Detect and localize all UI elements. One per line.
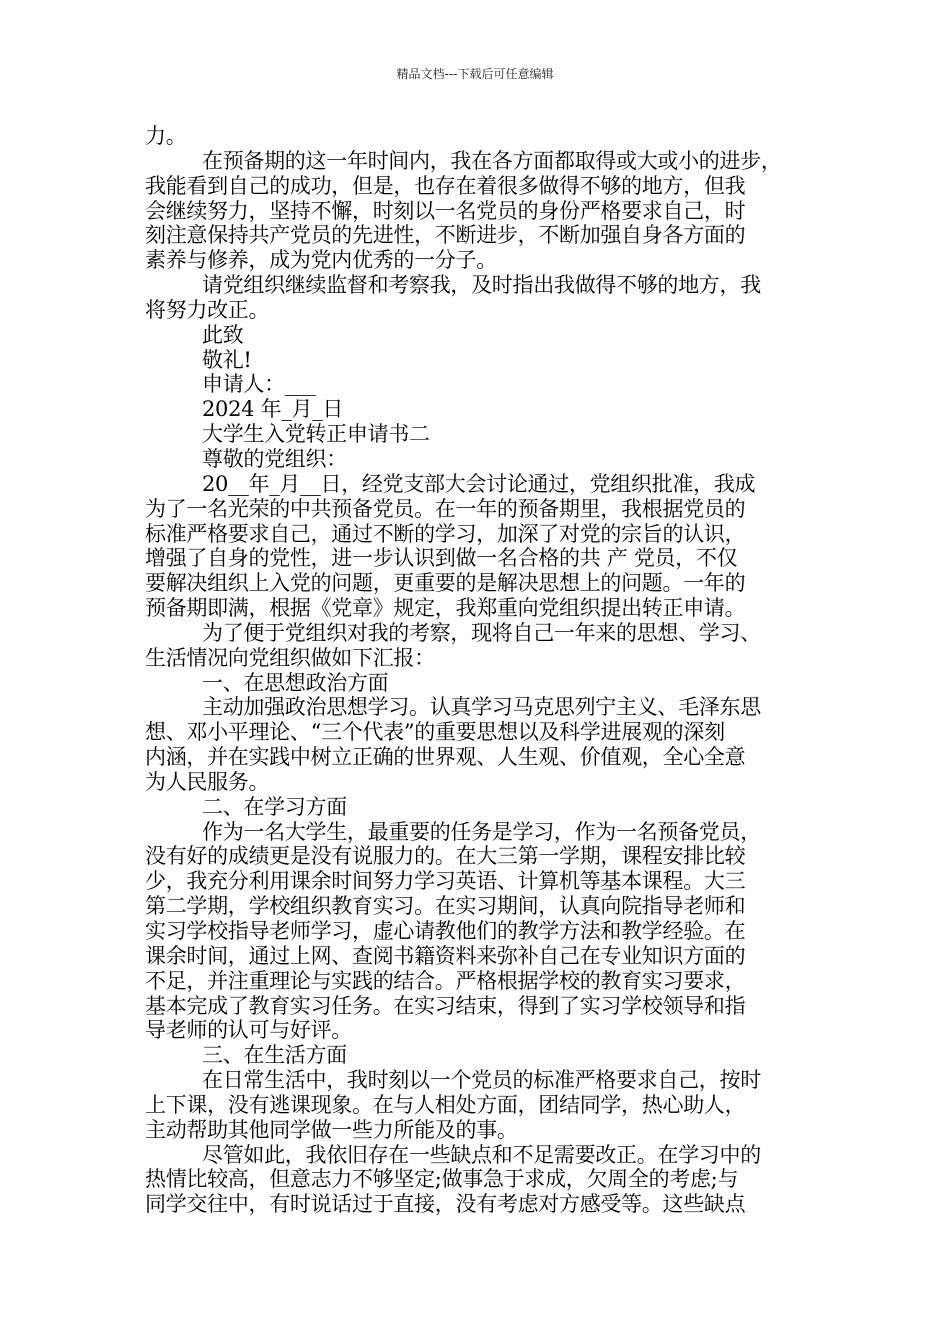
text-line: 不足，并注重理论与实践的结合。严格根据学校的教育实习要求， (145, 968, 746, 993)
text-line: 上下课，没有逃课现象。在与人相处方面，团结同学，热心助人， (145, 1092, 746, 1117)
text-line: 此致 (202, 322, 244, 347)
document-body (145, 124, 810, 1217)
text-line: 第二学期，学校组织教育实习。在实习期间，认真向院指导老师和 (145, 894, 746, 919)
text-line: 一、在思想政治方面 (202, 670, 389, 695)
text-line: 尊敬的党组织： (202, 446, 347, 471)
text-line: 20__年_月__日，经党支部大会讨论通过，党组织批准，我成 (202, 471, 756, 496)
text-line: 实习学校指导老师学习，虚心请教他们的教学方法和教学经验。在 (145, 919, 746, 943)
text-line: 请党组织继续监督和考察我，及时指出我做得不够的地方，我 (202, 273, 761, 298)
text-line: 为人民服务。 (145, 769, 270, 794)
text-line: 力。 (145, 124, 187, 148)
text-line: 刻注意保持共产党员的先进性，不断进步，不断加强自身各方面的 (145, 223, 746, 248)
text-line: 热情比较高，但意志力不够坚定;做事急于求成，欠周全的考虑;与 (145, 1167, 739, 1192)
text-line: 基本完成了教育实习任务。在实习结束，得到了实习学校领导和指 (145, 993, 746, 1018)
text-line: 作为一名大学生，最重要的任务是学习，作为一名预备党员， (202, 819, 761, 844)
text-line: 三、在生活方面 (202, 1043, 347, 1068)
text-line: 为了便于党组织对我的考察，现将自己一年来的思想、学习、 (202, 620, 761, 645)
text-line: 将努力改正。 (145, 297, 270, 322)
text-line: 课余时间，通过上网、查阅书籍资料来弥补自己在专业知识方面的 (145, 943, 746, 968)
text-line: 标准严格要求自己，通过不断的学习，加深了对党的宗旨的认识， (145, 521, 746, 546)
text-line: 同学交往中，有时说话过于直接，没有考虑对方感受等。这些缺点 (145, 1192, 746, 1217)
text-line: 少，我充分利用课余时间努力学习英语、计算机等基本课程。大三 (145, 869, 746, 894)
text-line: 主动加强政治思想学习。认真学习马克思列宁主义、毛泽东思 (202, 695, 761, 720)
text-line: 要解决组织上入党的问题，更重要的是解决思想上的问题。一年的 (145, 571, 746, 596)
text-line: 内涵，并在实践中树立正确的世界观、人生观、价值观，全心全意 (145, 745, 746, 770)
text-line: 素养与修养，成为党内优秀的一分子。 (145, 248, 497, 273)
text-line: 大学生入党转正申请书二 (202, 422, 430, 447)
text-line: 2024 年_月_日 (202, 397, 344, 422)
text-line: 在预备期的这一年时间内，我在各方面都取得或大或小的进步， (202, 148, 782, 173)
text-line: 导老师的认可与好评。 (145, 1018, 352, 1043)
page-header: 精品文档---下载后可任意编辑 (396, 67, 554, 81)
text-line: 为了一名光荣的中共预备党员。在一年的预备期里，我根据党员的 (145, 496, 746, 521)
text-line: 尽管如此，我依旧存在一些缺点和不足需要改正。在学习中的 (202, 1142, 761, 1167)
text-line: 会继续努力，坚持不懈，时刻以一名党员的身份严格要求自己，时 (145, 198, 746, 223)
text-line: 预备期即满，根据《党章》规定，我郑重向党组织提出转正申请。 (145, 596, 746, 621)
text-line: 想、邓小平理论、“三个代表”的重要思想以及科学进展观的深刻 (145, 720, 725, 745)
text-line: 敬礼! (202, 347, 252, 372)
text-line: 增强了自身的党性，进一步认识到做一名合格的共 产 党员，不仅 (145, 546, 738, 571)
text-line: 主动帮助其他同学做一些力所能及的事。 (145, 1117, 518, 1142)
text-line: 我能看到自己的成功，但是，也存在着很多做得不够的地方，但我 (145, 173, 746, 198)
text-line: 申请人：___ (202, 372, 316, 397)
text-line: 生活情况向党组织做如下汇报： (145, 645, 435, 670)
text-line: 没有好的成绩更是没有说服力的。在大三第一学期，课程安排比较 (145, 844, 746, 869)
text-line: 二、在学习方面 (202, 794, 347, 819)
text-line: 在日常生活中，我时刻以一个党员的标准严格要求自己，按时 (202, 1068, 761, 1093)
